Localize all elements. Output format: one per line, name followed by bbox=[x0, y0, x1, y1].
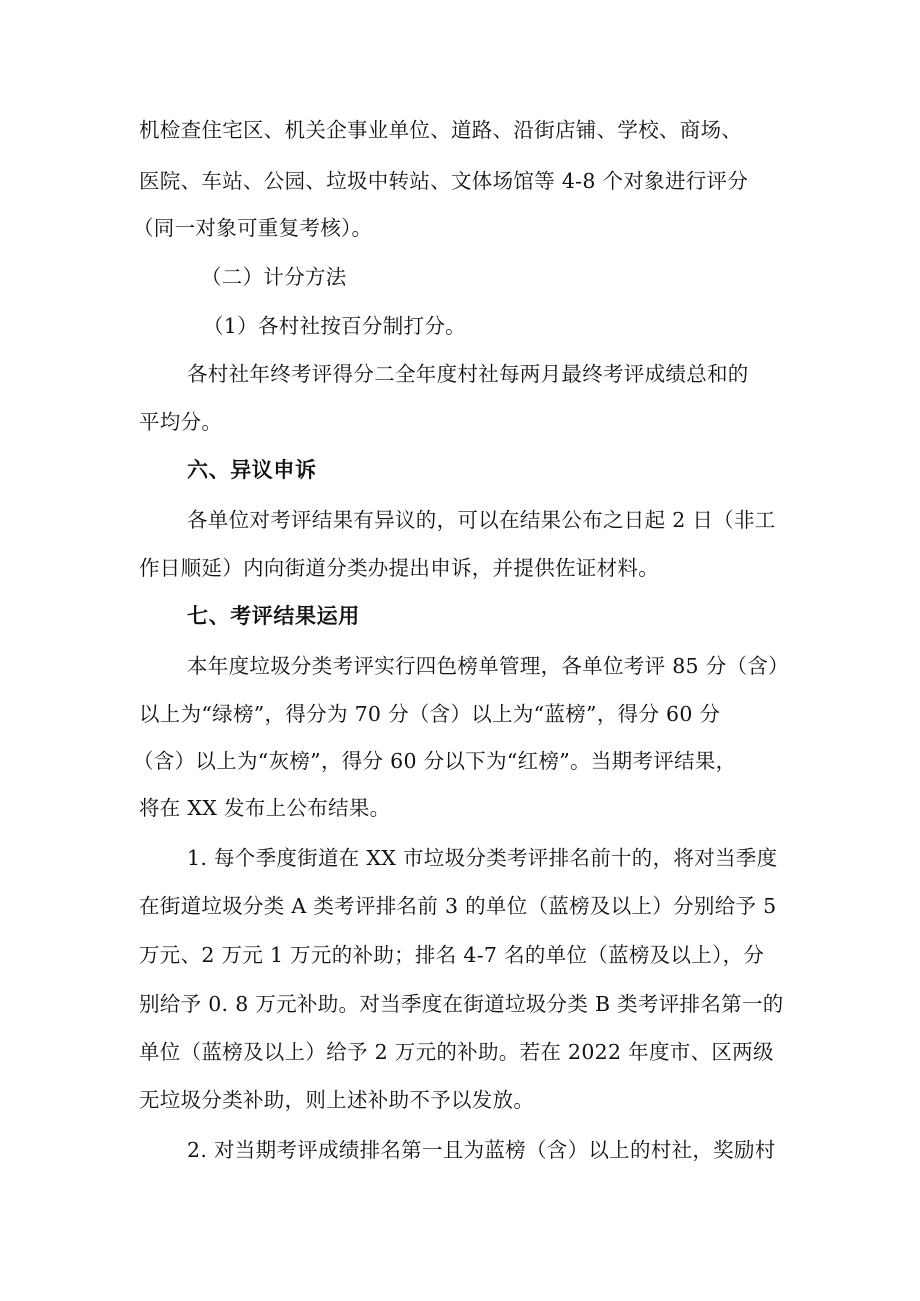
body-text-line: 各村社年终考评得分二全年度村社每两月最终考评成绩总和的 bbox=[187, 362, 749, 386]
body-text-line: 在街道垃圾分类 A 类考评排名前 3 的单位（蓝榜及以上）分别给予 5 bbox=[139, 894, 777, 918]
body-text-line: 别给予 0. 8 万元补助。对当季度在街道垃圾分类 B 类考评排名第一的 bbox=[139, 992, 784, 1016]
body-text-line: 2. 对当期考评成绩排名第一且为蓝榜（含）以上的村社，奖励村 bbox=[187, 1138, 776, 1162]
body-text-line: 本年度垃圾分类考评实行四色榜单管理，各单位考评 85 分（含） bbox=[187, 654, 789, 678]
body-text-line: （同一对象可重复考核）。 bbox=[133, 216, 373, 240]
body-text-line: 各单位对考评结果有异议的，可以在结果公布之日起 2 日（非工 bbox=[187, 508, 776, 532]
body-text-line: 万元、2 万元 1 万元的补助；排名 4-7 名的单位（蓝榜及以上），分 bbox=[139, 943, 765, 967]
body-text-line: 医院、车站、公园、垃圾中转站、文体场馆等 4-8 个对象进行评分 bbox=[139, 169, 749, 193]
body-text-line: （含）以上为“灰榜”，得分 60 分以下为“红榜”。当期考评结果， bbox=[133, 749, 737, 773]
body-text-line: 平均分。 bbox=[139, 410, 223, 434]
list-item: （1）各村社按百分制打分。 bbox=[203, 314, 466, 338]
body-text-line: 单位（蓝榜及以上）给予 2 万元的补助。若在 2022 年度市、区两级 bbox=[139, 1040, 774, 1064]
body-text-line: 作日顺延）内向街道分类办提出申诉，并提供佐证材料。 bbox=[139, 556, 659, 580]
body-text-line: 以上为“绿榜”，得分为 70 分（含）以上为“蓝榜”，得分 60 分 bbox=[139, 702, 721, 726]
section-heading: 六、异议申诉 bbox=[187, 458, 317, 482]
body-text-line: 机检查住宅区、机关企事业单位、道路、沿街店铺、学校、商场、 bbox=[139, 118, 743, 142]
subsection-heading: （二）计分方法 bbox=[201, 265, 347, 289]
body-text-line: 将在 XX 发布上公布结果。 bbox=[139, 796, 391, 820]
body-text-line: 无垃圾分类补助，则上述补助不予以发放。 bbox=[139, 1088, 535, 1112]
body-text-line: 1. 每个季度街道在 XX 市垃圾分类考评排名前十的，将对当季度 bbox=[187, 846, 778, 870]
section-heading: 七、考评结果运用 bbox=[187, 604, 360, 628]
